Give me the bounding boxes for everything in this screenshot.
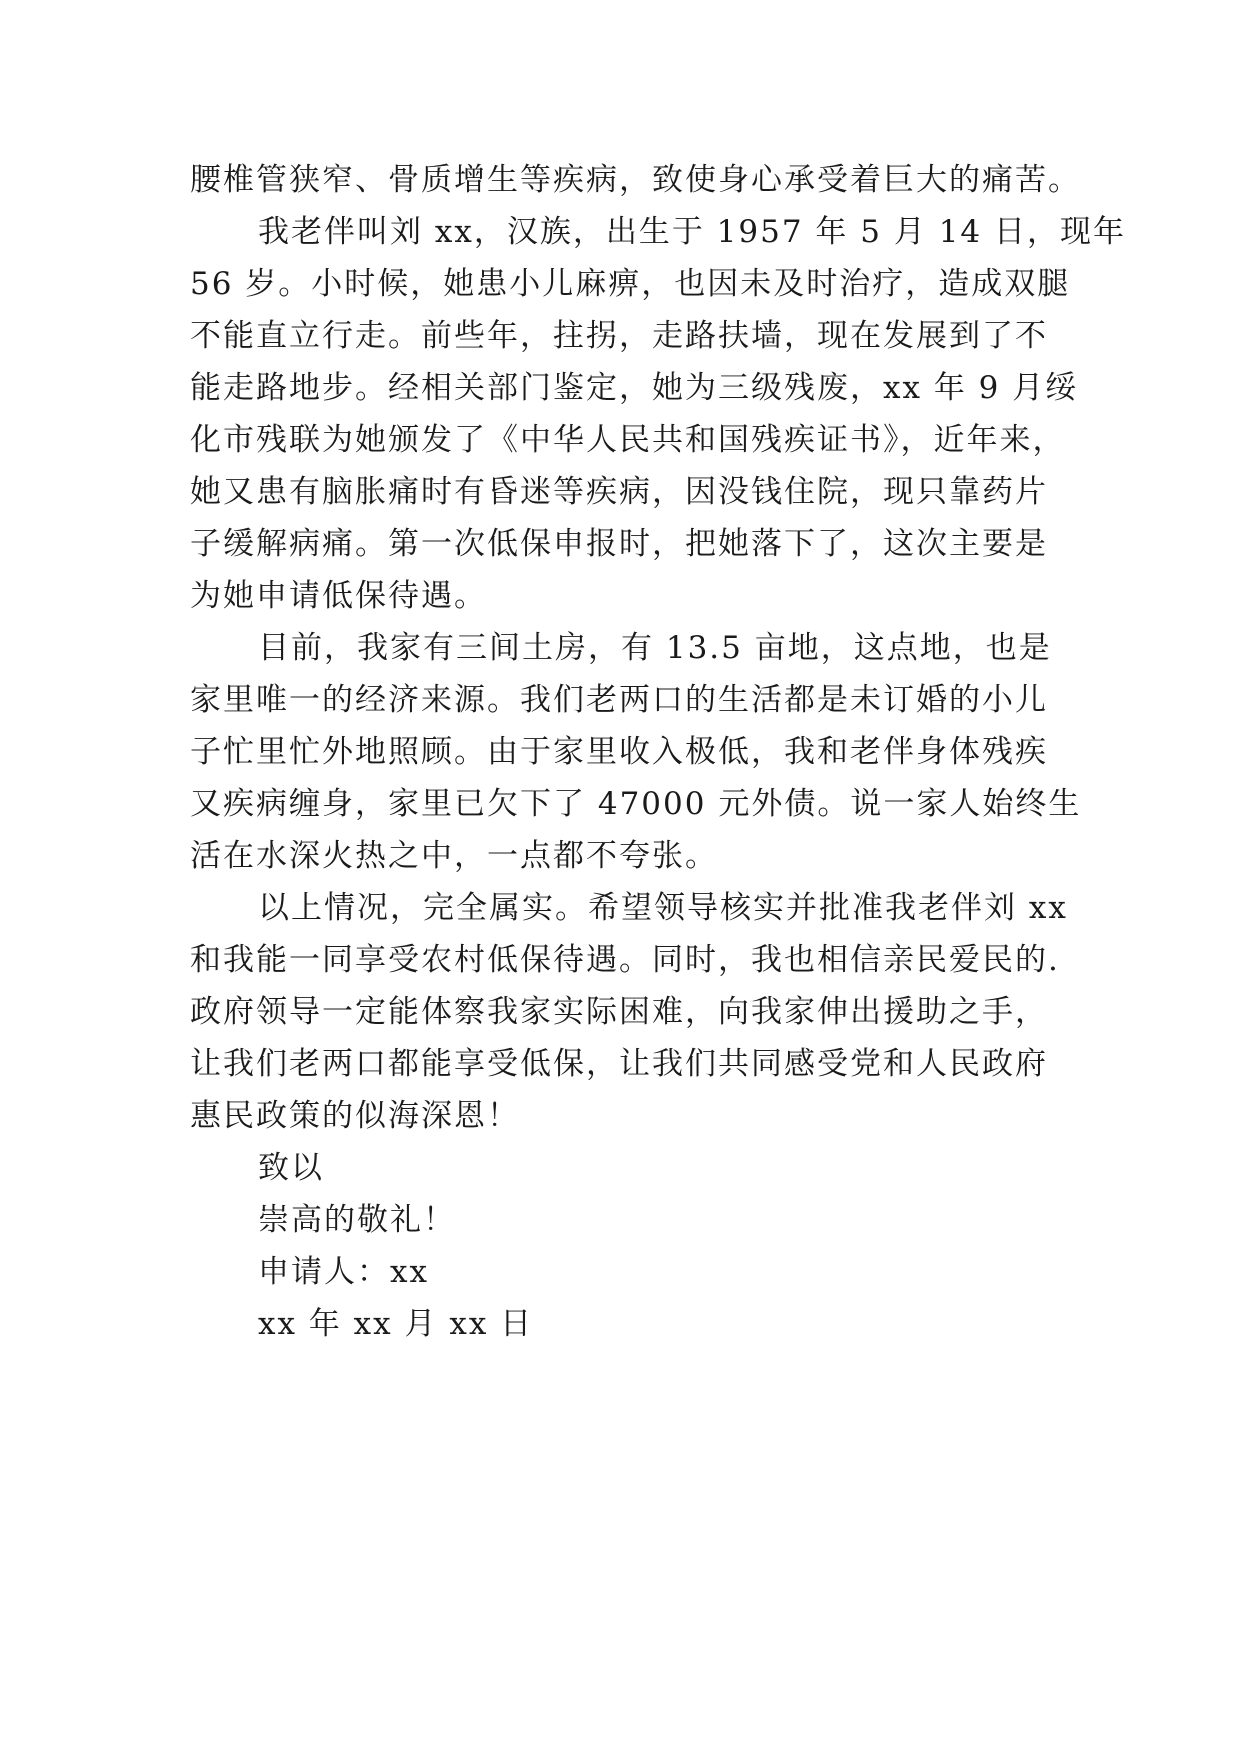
paragraph-start-line: 我老伴叫刘 xx，汉族，出生于 1957 年 5 月 14 日，现年: [258, 214, 1127, 250]
text-line: 和我能一同享受农村低保待遇。同时，我也相信亲民爱民的.: [190, 942, 1060, 978]
text-line: 她又患有脑胀痛时有昏迷等疾病，因没钱住院，现只靠药片: [190, 474, 1048, 510]
text-line: 又疾病缠身，家里已欠下了 47000 元外债。说一家人始终生: [190, 786, 1082, 822]
text-line: 为她申请低保待遇。: [190, 578, 487, 614]
text-line: 腰椎管狭窄、骨质增生等疾病，致使身心承受着巨大的痛苦。: [190, 162, 1081, 198]
text-line: 子缓解病痛。第一次低保申报时，把她落下了，这次主要是: [190, 526, 1048, 562]
text-line: 能走路地步。经相关部门鉴定，她为三级残废，xx 年 9 月绥: [190, 370, 1079, 406]
text-line: 惠民政策的似海深恩！: [190, 1098, 520, 1134]
text-line: 政府领导一定能体察我家实际困难，向我家伸出援助之手，: [190, 994, 1048, 1030]
text-line: 家里唯一的经济来源。我们老两口的生活都是未订婚的小儿: [190, 682, 1048, 718]
text-line: 活在水深火热之中，一点都不夸张。: [190, 838, 718, 874]
text-line: 子忙里忙外地照顾。由于家里收入极低，我和老伴身体残疾: [190, 734, 1048, 770]
letter-date: xx 年 xx 月 xx 日: [258, 1306, 534, 1342]
closing-greeting: 致以: [258, 1150, 324, 1186]
paragraph-start-line: 目前，我家有三间土房，有 13.5 亩地，这点地，也是: [258, 630, 1052, 666]
applicant-signature: 申请人：xx: [258, 1254, 429, 1290]
text-line: 56 岁。小时候，她患小儿麻痹，也因未及时治疗，造成双腿: [190, 266, 1071, 302]
closing-salutation: 崇高的敬礼！: [258, 1202, 456, 1238]
text-line: 不能直立行走。前些年，拄拐，走路扶墙，现在发展到了不: [190, 318, 1048, 354]
paragraph-start-line: 以上情况，完全属实。希望领导核实并批准我老伴刘 xx: [258, 890, 1068, 926]
text-line: 化市残联为她颁发了《中华人民共和国残疾证书》，近年来，: [190, 422, 1066, 458]
text-line: 让我们老两口都能享受低保，让我们共同感受党和人民政府: [190, 1046, 1048, 1082]
